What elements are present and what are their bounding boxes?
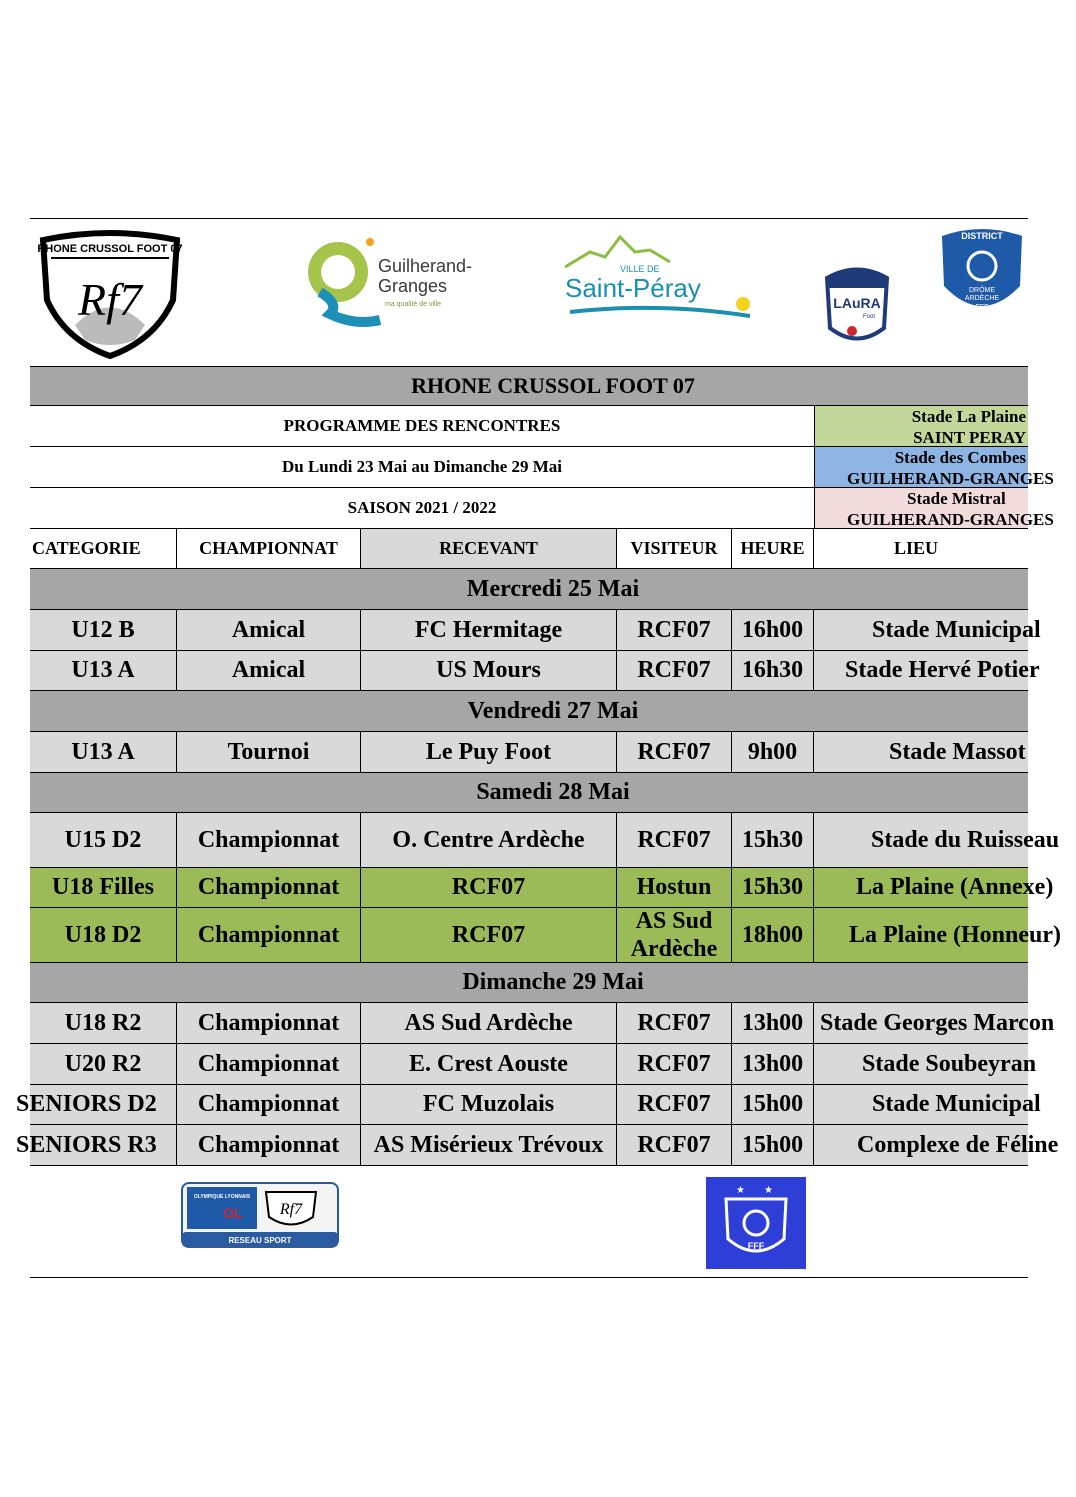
dates-row	[30, 447, 1054, 488]
match-recevant: E. Crest Aouste	[361, 1044, 617, 1084]
match-recevant: O. Centre Ardèche	[361, 813, 617, 867]
match-championnat: Championnat	[177, 1125, 361, 1165]
match-visiteur: RCF07	[617, 1003, 732, 1043]
bottom-rule	[30, 1277, 1028, 1278]
laura-line1: LAuRA	[833, 295, 881, 311]
match-visiteur: RCF07	[617, 1044, 732, 1084]
fff-text: FFF	[747, 1241, 765, 1251]
match-recevant: AS Sud Ardèche	[361, 1003, 617, 1043]
guilherand-tagline: ma qualité de ville	[385, 301, 442, 308]
match-categorie: U13 A	[30, 651, 177, 690]
match-categorie: SENIORS D2	[30, 1085, 177, 1124]
match-row	[30, 651, 1040, 691]
match-row	[16, 1125, 1059, 1166]
match-categorie: U18 Filles	[30, 868, 177, 907]
district-line2: ARDÈCHE	[964, 295, 1000, 302]
match-categorie: U18 R2	[30, 1003, 177, 1043]
match-heure: 15h30	[732, 813, 814, 867]
club-crest-logo	[35, 230, 185, 358]
programme-row	[30, 406, 1028, 447]
club-crest-monogram: Rf7	[78, 274, 142, 325]
saint-peray-top: VILLE DE	[620, 264, 660, 274]
match-championnat: Amical	[177, 651, 361, 690]
match-recevant: AS Misérieux Trévoux	[361, 1125, 617, 1165]
match-recevant: FC Muzolais	[361, 1085, 617, 1124]
match-categorie: SENIORS R3	[30, 1125, 177, 1165]
match-lieu: Stade Municipal	[872, 1091, 1041, 1117]
match-recevant: RCF07	[361, 908, 617, 962]
match-categorie: U15 D2	[30, 813, 177, 867]
match-row	[30, 908, 1062, 963]
match-row	[30, 732, 1028, 773]
match-visiteur: AS Sud Ardèche	[617, 908, 732, 962]
star-icon: ★	[764, 1185, 773, 1196]
saint-peray-name: Saint-Péray	[565, 273, 701, 303]
match-row	[30, 610, 1041, 651]
day-label: Mercredi 25 Mai	[466, 575, 640, 602]
match-lieu: La Plaine (Annexe)	[856, 874, 1054, 900]
stade-2-city: GUILHERAND-GRANGES	[847, 469, 1054, 488]
saison-row	[30, 488, 1054, 529]
col-lieu: LIEU	[894, 538, 939, 558]
stade-legend-3	[814, 488, 1054, 529]
match-championnat: Championnat	[177, 868, 361, 907]
day-row	[30, 569, 1028, 610]
match-visiteur: RCF07	[617, 732, 732, 772]
day-label: Dimanche 29 Mai	[462, 969, 644, 995]
match-championnat: Tournoi	[177, 732, 361, 772]
match-lieu: Stade du Ruisseau	[871, 826, 1060, 853]
fff-logo	[706, 1177, 806, 1269]
stade-legend-2	[814, 447, 1054, 488]
stade-2-name: Stade des Combes	[894, 448, 1026, 467]
top-rule	[30, 218, 1028, 219]
match-heure: 15h00	[732, 1085, 814, 1124]
district-top: DISTRICT	[961, 231, 1003, 241]
match-schedule-sheet	[16, 366, 1062, 1166]
match-row	[30, 868, 1054, 908]
match-visiteur: RCF07	[617, 651, 732, 690]
day-label: Vendredi 27 Mai	[467, 697, 639, 724]
match-championnat: Championnat	[177, 1003, 361, 1043]
match-heure: 13h00	[732, 1044, 814, 1084]
ol-reseau-sport-logo	[181, 1182, 339, 1248]
match-row	[30, 1003, 1055, 1044]
match-visiteur: RCF07	[617, 813, 732, 867]
match-row	[30, 1044, 1037, 1085]
star-icon: ★	[736, 1185, 745, 1196]
day-row	[30, 773, 1028, 813]
match-categorie: U12 B	[30, 610, 177, 650]
match-lieu: Stade Georges Marcon	[820, 1009, 1055, 1036]
col-visiteur: VISITEUR	[617, 529, 732, 568]
match-heure: 16h00	[732, 610, 814, 650]
stade-3-name: Stade Mistral	[907, 489, 1006, 508]
match-lieu: La Plaine (Honneur)	[849, 921, 1062, 948]
match-visiteur: RCF07	[617, 610, 732, 650]
ol-monogram: OL	[223, 1205, 243, 1221]
match-championnat: Championnat	[177, 813, 361, 867]
match-lieu: Stade Massot	[889, 738, 1026, 765]
match-heure: 15h30	[732, 868, 814, 907]
match-visiteur: RCF07	[617, 1125, 732, 1165]
day-row	[30, 691, 1028, 732]
match-recevant: FC Hermitage	[361, 610, 617, 650]
laura-foot-logo	[822, 263, 892, 347]
title-row	[30, 366, 1028, 406]
col-recevant: RECEVANT	[361, 529, 617, 568]
match-championnat: Championnat	[177, 1085, 361, 1124]
match-recevant: US Mours	[361, 651, 617, 690]
saison: SAISON 2021 / 2022	[347, 498, 497, 517]
match-championnat: Championnat	[177, 908, 361, 962]
club-crest-title: RHONE CRUSSOL FOOT 07	[37, 243, 183, 255]
match-lieu: Stade Hervé Potier	[845, 657, 1040, 683]
match-recevant: Le Puy Foot	[361, 732, 617, 772]
column-header-row	[30, 529, 1028, 569]
date-range: Du Lundi 23 Mai au Dimanche 29 Mai	[281, 457, 563, 476]
sponsor-logos	[30, 220, 1028, 365]
ol-bottom: RESEAU SPORT	[228, 1236, 292, 1245]
match-heure: 13h00	[732, 1003, 814, 1043]
col-championnat: CHAMPIONNAT	[177, 529, 361, 568]
ol-top: OLYMPIQUE LYONNAIS	[193, 1194, 251, 1200]
stade-1-city: SAINT PERAY	[913, 428, 1026, 447]
match-row	[16, 1085, 1041, 1125]
stade-legend-1	[814, 406, 1028, 446]
match-recevant: RCF07	[361, 868, 617, 907]
match-visiteur: Hostun	[617, 868, 732, 907]
ol-club-mono: Rf7	[279, 1201, 303, 1218]
match-heure: 16h30	[732, 651, 814, 690]
guilherand-line2: Granges	[378, 276, 448, 296]
match-categorie: U18 D2	[30, 908, 177, 962]
district-drome-ardeche-logo	[938, 226, 1026, 322]
col-categorie: CATEGORIE	[30, 529, 177, 568]
guilherand-granges-logo	[300, 234, 490, 329]
match-lieu: Complexe de Féline	[857, 1131, 1059, 1158]
match-championnat: Championnat	[177, 1044, 361, 1084]
club-title: RHONE CRUSSOL FOOT 07	[411, 373, 695, 398]
day-label: Samedi 28 Mai	[476, 779, 630, 805]
match-championnat: Amical	[177, 610, 361, 650]
stade-3-city: GUILHERAND-GRANGES	[847, 510, 1054, 529]
match-heure: 15h00	[732, 1125, 814, 1165]
match-lieu: Stade Soubeyran	[862, 1050, 1037, 1077]
match-heure: 18h00	[732, 908, 814, 962]
col-heure: HEURE	[732, 529, 814, 568]
stade-1-name: Stade La Plaine	[911, 407, 1026, 426]
programme-title: PROGRAMME DES RENCONTRES	[283, 416, 561, 435]
match-categorie: U20 R2	[30, 1044, 177, 1084]
district-line1: DRÔME	[968, 287, 996, 294]
district-line3: FFF	[975, 304, 989, 311]
saint-peray-logo	[560, 232, 770, 327]
match-row	[30, 813, 1060, 868]
match-categorie: U13 A	[30, 732, 177, 772]
day-row	[30, 963, 1028, 1003]
partner-logos	[30, 1168, 1028, 1276]
match-visiteur: RCF07	[617, 1085, 732, 1124]
match-lieu: Stade Municipal	[872, 616, 1041, 643]
laura-line2: Foot	[862, 314, 876, 320]
match-heure: 9h00	[732, 732, 814, 772]
guilherand-line1: Guilherand-	[378, 256, 473, 276]
